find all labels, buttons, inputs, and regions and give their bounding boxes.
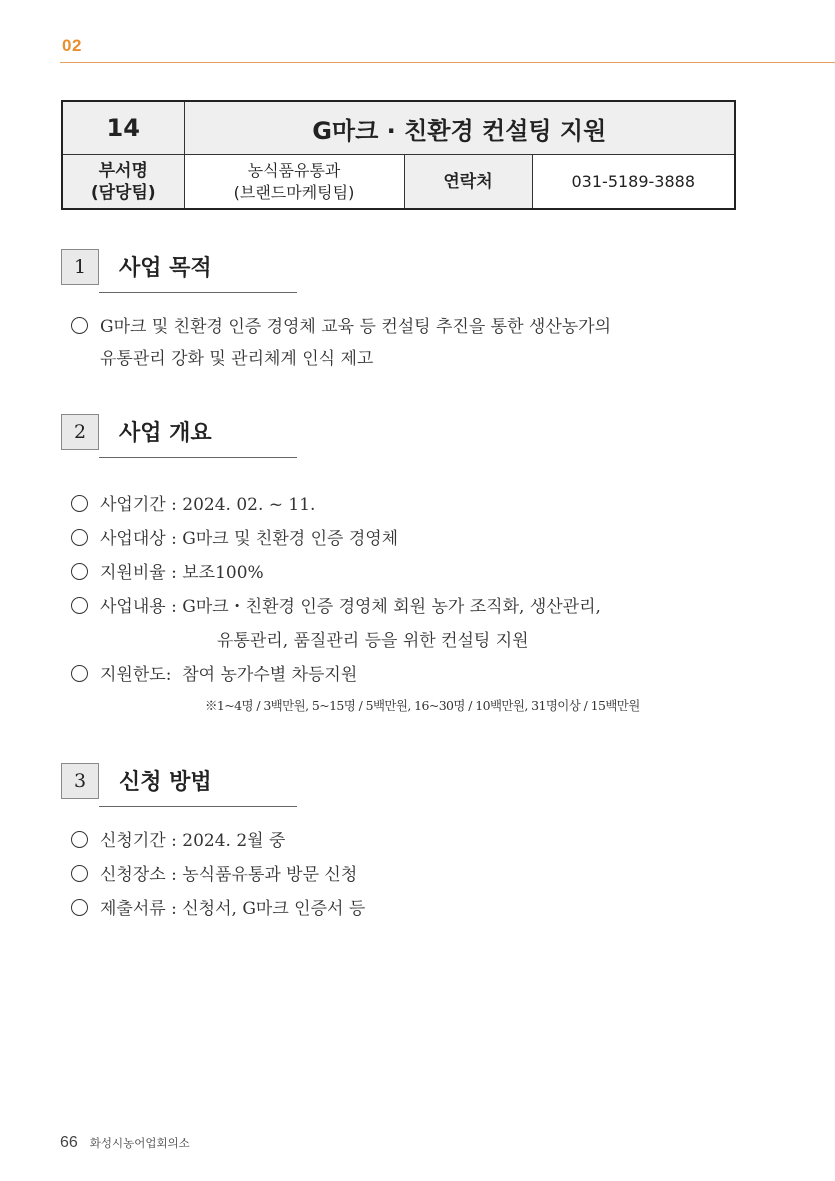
contact-value: 031-5189-3888	[532, 155, 735, 210]
list-item	[71, 860, 357, 885]
item-separator: :	[165, 529, 183, 549]
program-info-table	[61, 100, 736, 210]
purpose-line-2: 유통관리 강화 및 관리체계 인식 제고	[100, 349, 374, 369]
item-value: 농식품유통과 방문 신청	[182, 865, 358, 885]
dept-label: 부서명 (담당팀)	[62, 155, 184, 210]
item-separator: :	[165, 899, 183, 919]
chapter-divider	[60, 62, 835, 63]
circle-bullet-icon	[71, 563, 88, 580]
dept-value: 농식품유통과 (브랜드마케팅팀)	[184, 155, 404, 210]
section-title: 신청 방법	[119, 770, 212, 795]
circle-bullet-icon	[71, 495, 88, 512]
item-label: 사업내용	[100, 597, 166, 617]
item-label: 제출서류	[100, 899, 166, 919]
item-value: 보조100%	[182, 563, 264, 583]
item-separator: :	[165, 831, 183, 851]
list-item	[71, 826, 285, 851]
list-item	[71, 524, 398, 549]
support-limit-note: ※1~4명 / 3백만원, 5~15명 / 5백만원, 16~30명 / 10백만원, 31명이상 / 15백만원	[205, 698, 640, 713]
contact-label: 연락처	[404, 155, 532, 210]
item-label: 신청장소	[100, 865, 166, 885]
section-underline	[99, 457, 297, 458]
section-heading-application	[61, 763, 297, 799]
page-footer	[60, 1134, 190, 1152]
circle-bullet-icon	[71, 665, 88, 682]
list-item	[71, 660, 357, 685]
circle-bullet-icon	[71, 317, 88, 334]
list-item	[71, 490, 315, 515]
list-item	[71, 558, 264, 583]
circle-bullet-icon	[71, 899, 88, 916]
item-label: 지원비율	[100, 563, 166, 583]
item-value: 참여 농가수별 차등지원	[182, 665, 358, 685]
program-title: G마크 · 친환경 컨설팅 지원	[184, 101, 735, 155]
item-separator: :	[165, 865, 183, 885]
item-separator	[171, 665, 182, 685]
circle-bullet-icon	[71, 597, 88, 614]
section-heading-overview	[61, 414, 297, 450]
item-separator: :	[165, 563, 183, 583]
purpose-text: G마크 및 친환경 인증 경영체 교육 등 컨설팅 추진을 통한 생산농가의	[100, 317, 612, 337]
item-value: 2024. 02. ~ 11.	[182, 495, 316, 515]
circle-bullet-icon	[71, 865, 88, 882]
item-label: 신청기간	[100, 831, 166, 851]
organization-name: 화성시농어업회의소	[89, 1136, 190, 1150]
list-item	[71, 592, 601, 617]
section-underline	[99, 806, 297, 807]
item-label: 지원한도:	[100, 665, 172, 685]
item-value: G마크・친환경 인증 경영체 회원 농가 조직화, 생산관리,	[182, 597, 601, 617]
circle-bullet-icon	[71, 831, 88, 848]
page-number: 66	[60, 1134, 78, 1151]
program-number: 14	[62, 101, 184, 155]
section-title: 사업 개요	[119, 421, 212, 446]
item-separator: :	[165, 597, 183, 617]
chapter-number: 02	[62, 36, 82, 55]
circle-bullet-icon	[71, 529, 88, 546]
section-number-box: 2	[61, 414, 99, 450]
section-heading-purpose	[61, 249, 297, 285]
section-underline	[99, 292, 297, 293]
item-value: G마크 및 친환경 인증 경영체	[182, 529, 399, 549]
item-continuation: 유통관리, 품질관리 등을 위한 컨설팅 지원	[217, 631, 529, 651]
item-value: 신청서, G마크 인증서 등	[182, 899, 366, 919]
list-item	[71, 894, 365, 919]
item-label: 사업기간	[100, 495, 166, 515]
item-separator: :	[165, 495, 183, 515]
section-title: 사업 목적	[119, 256, 212, 281]
item-value: 2024. 2월 중	[182, 831, 286, 851]
item-label: 사업대상	[100, 529, 166, 549]
section-number-box: 3	[61, 763, 99, 799]
section-number-box: 1	[61, 249, 99, 285]
purpose-line-1	[71, 312, 611, 337]
